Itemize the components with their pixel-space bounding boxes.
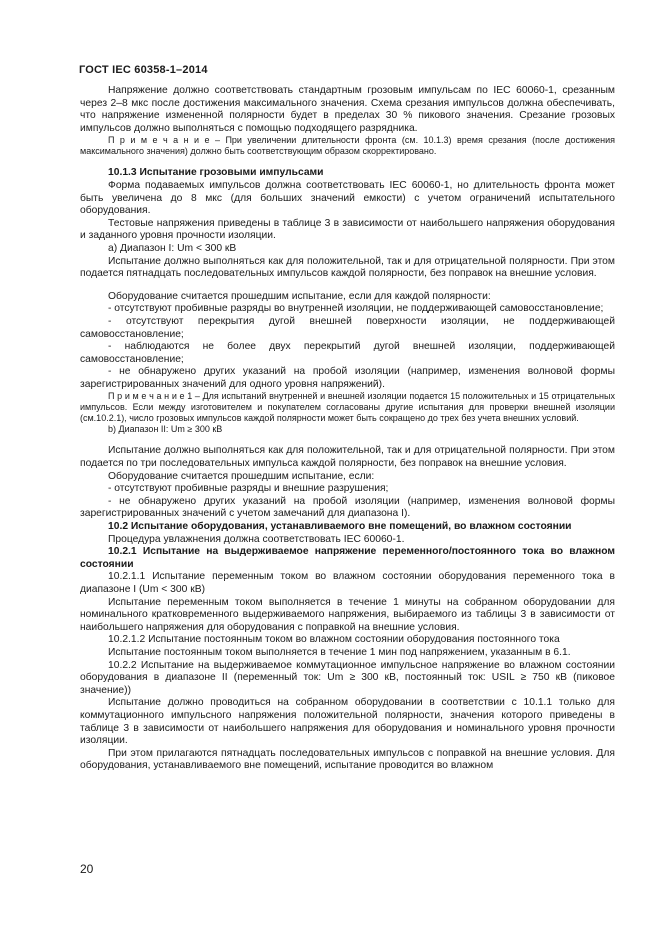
note: П р и м е ч а н и е – При увеличении длительности фронта (см. 10.1.3) время срезания (после достижения максимального значения) должно быть соответствующим образом скорректировано. bbox=[80, 135, 615, 157]
section-heading-10-1-3: 10.1.3 Испытание грозовыми импульсами bbox=[108, 167, 324, 179]
range-item: a) Диапазон I: Um < 300 кВ bbox=[108, 242, 237, 254]
paragraph: Испытание должно проводиться на собранном оборудовании в соответствии с 10.1.1 только для коммутационного импульсного напряжения положительной полярности, значения которого приведены в таблице 3 в зависимости от наибольшего напряжения для оборудования и номинального уровня прочности изоляции. bbox=[80, 697, 615, 747]
list-item: - отсутствуют пробивные разряды и внешние разрушения; bbox=[108, 483, 389, 495]
section-heading-10-2: 10.2 Испытание оборудования, устанавливаемого вне помещений, во влажном состоянии bbox=[108, 521, 572, 533]
section-heading-10-2-1: 10.2.1 Испытание на выдерживаемое напряжение переменного/постоянного тока во влажном состоянии bbox=[80, 546, 615, 570]
paragraph: 10.2.2 Испытание на выдерживаемое коммутационное импульсное напряжение во влажном состоянии оборудования в диапазоне II (переменный ток: Um ≥ 300 кВ, постоянный ток: USIL ≥ 750 кВ (пиковое значение)) bbox=[80, 659, 615, 696]
list-item: - не обнаружено других указаний на пробой изоляции (например, изменения волновой формы зарегистрированных значений с учетом замечаний для диапазона I). bbox=[80, 495, 615, 520]
paragraph: Оборудование считается прошедшим испытание, если: bbox=[108, 470, 375, 482]
list-item: - наблюдаются не более двух перекрытий дугой внешней изоляции, поддерживающей самовосстановление; bbox=[80, 341, 615, 365]
document-header: ГОСТ IEC 60358-1–2014 bbox=[79, 64, 208, 76]
paragraph: 10.2.1.2 Испытание постоянным током во влажном состоянии оборудования постоянного тока bbox=[108, 634, 560, 646]
paragraph: Испытание должно выполняться как для положительной, так и для отрицательной полярности. При этом подается по три последовательных импульса каждой полярности, без поправок на внешние условия. bbox=[80, 445, 615, 470]
paragraph: 10.2.1.1 Испытание переменным током во влажном состоянии оборудования переменного тока в диапазоне I (Um < 300 кВ) bbox=[80, 571, 615, 595]
list-item: - не обнаружено других указаний на пробой изоляции (например, изменения волновой формы зарегистрированных значений для одного уровня напряжений). bbox=[80, 366, 615, 390]
paragraph: Испытание переменным током выполняется в течение 1 минуты на собранном оборудовании для номинального кратковременного выдерживаемого напряжения, выбираемого из таблицы 3 в зависимости от наибольшего напряжения для оборудования с поправкой на внешние условия. bbox=[80, 596, 615, 633]
paragraph: Тестовые напряжения приведены в таблице 3 в зависимости от наибольшего напряжения оборудования и заданного уровня прочности изоляции. bbox=[80, 217, 615, 242]
paragraph: Оборудование считается прошедшим испытание, если для каждой полярности: bbox=[108, 290, 491, 302]
list-item: - отсутствуют перекрытия дугой внешней поверхности изоляции, не поддерживающей самовосстановление; bbox=[80, 315, 615, 340]
paragraph: Форма подаваемых импульсов должна соответствовать IEC 60060-1, но длительность фронта может быть увеличена до 8 мкс (для больших значений емкости) с учетом ограничений испытательного оборудования. bbox=[80, 179, 615, 217]
paragraph: При этом прилагаются пятнадцать последовательных импульсов с поправкой на внешние условия. Для оборудования, устанавливаемого вне помещений, испытание проводится во влажном bbox=[80, 747, 615, 772]
note: П р и м е ч а н и е 1 – Для испытаний внутренней и внешней изоляции подается 15 положительных и 15 отрицательных импульсов. Если между изготовителем и покупателем согласованы другие испытания для проверки внешней изоляции (см.10.2.1), число грозовых импульсов каждой полярности может быть сокращено до трех без учета внешних условий. bbox=[80, 391, 615, 424]
paragraph: Процедура увлажнения должна соответствовать IEC 60060-1. bbox=[108, 533, 405, 545]
list-item: - отсутствуют пробивные разряды во внутренней изоляции, не поддерживающей самовосстановление; bbox=[108, 303, 604, 315]
page-number: 20 bbox=[80, 862, 94, 876]
paragraph: Испытание постоянным током выполняется в течение 1 мин под напряжением, указанным в 6.1. bbox=[108, 646, 571, 658]
paragraph: Испытание должно выполняться как для положительной, так и для отрицательной полярности. При этом подается пятнадцать последовательных импульсов каждой полярности, без поправок на внешние условия. bbox=[80, 255, 615, 280]
range-item: b) Диапазон II: Um ≥ 300 кВ bbox=[108, 424, 223, 435]
page-content bbox=[80, 85, 615, 773]
paragraph: Напряжение должно соответствовать стандартным грозовым импульсам по IEC 60060-1, срезанным через 2–8 мкс после достижения максимального значения. Схема срезания импульсов должна обеспечивать, что напряжение измененной полярности будет в пределах 30 % пикового значения. Срезание грозовых импульсов должно выполняться с помощью подходящего разрядника. bbox=[80, 85, 615, 134]
